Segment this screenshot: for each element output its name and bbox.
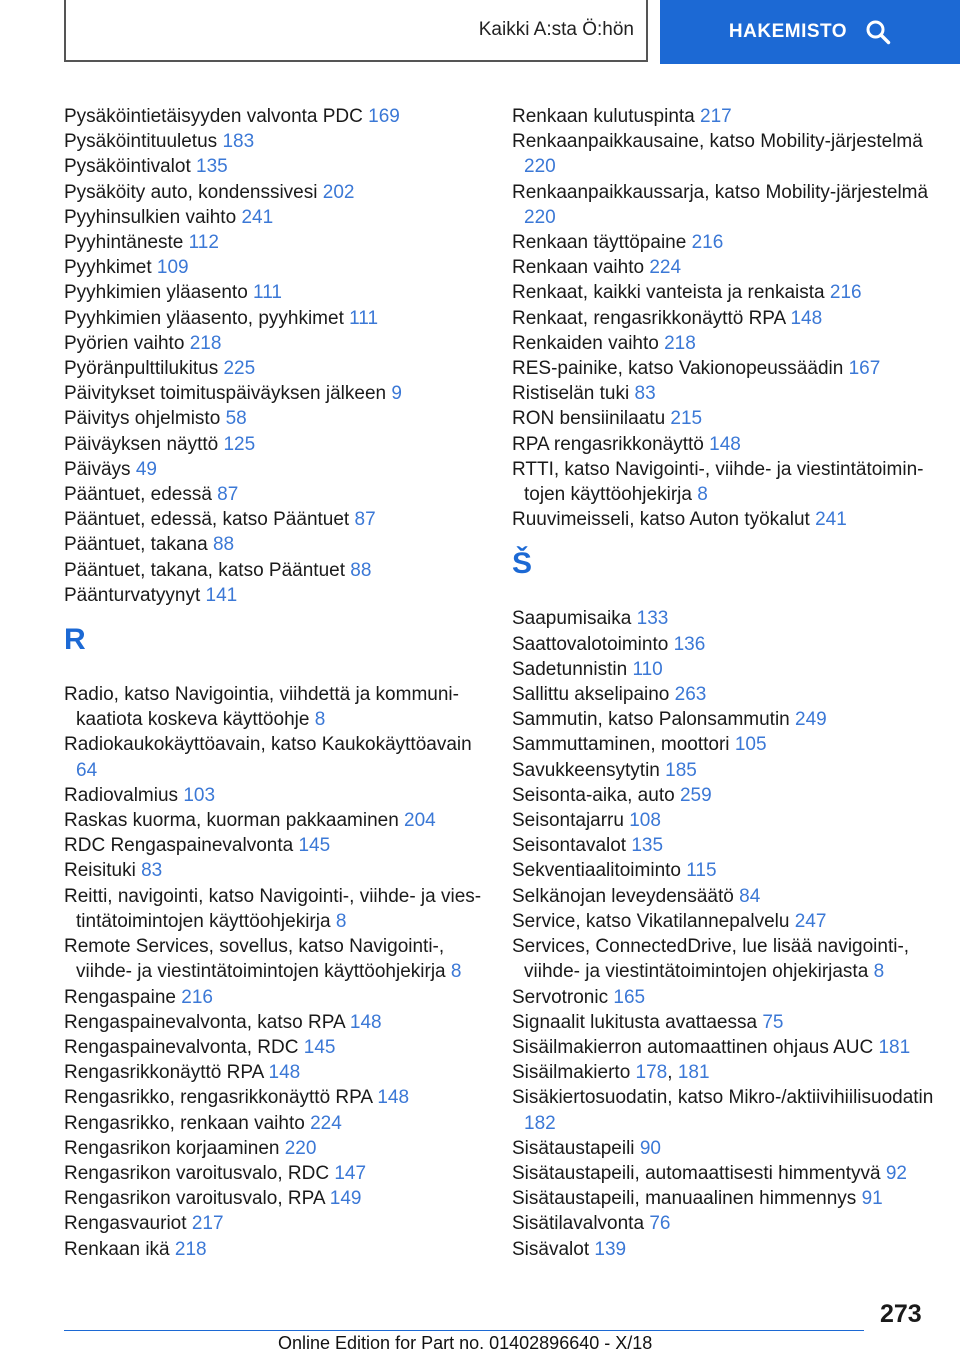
index-entry <box>512 858 942 883</box>
index-entry-term: Rengasrikon varoitusvalo, RPA <box>64 1188 325 1210</box>
page-reference-link[interactable]: 241 <box>815 509 847 531</box>
page-reference-link[interactable]: 8 <box>314 709 326 731</box>
index-entry <box>64 934 484 984</box>
page-reference-link[interactable]: 8 <box>450 961 462 983</box>
index-entry-term: Selkänojan leveydensäätö <box>512 885 734 907</box>
page-reference-link[interactable]: 167 <box>848 358 881 380</box>
index-entry-term: Rengasrikon varoitusvalo, RDC <box>64 1162 330 1184</box>
page-reference-link[interactable]: 75 <box>762 1011 784 1033</box>
index-entry <box>512 657 942 682</box>
page-reference-link[interactable]: 125 <box>223 433 256 455</box>
index-entry <box>512 280 942 305</box>
page-reference-link[interactable]: 225 <box>223 358 256 380</box>
index-entry <box>512 682 942 707</box>
index-entry-term: Radio, katso Navigointia, viihdettä ja kommunikaatiota koskeva käyttöohje <box>64 684 459 731</box>
index-entry <box>64 255 484 280</box>
index-entry <box>512 180 942 230</box>
index-entry-term: Pääntuet, takana <box>64 534 208 556</box>
index-entry <box>64 104 484 129</box>
page-reference-link[interactable]: 241 <box>241 206 274 228</box>
index-entry-term: Pyyhinsulkien vaihto <box>64 206 237 228</box>
index-entry <box>64 205 484 230</box>
page-reference-link[interactable]: 247 <box>794 910 827 932</box>
page-reference-link[interactable]: 103 <box>183 784 216 806</box>
index-entry-term: Reisituki <box>64 860 136 882</box>
index-entry <box>64 432 484 457</box>
page-number: 273 <box>880 1300 922 1328</box>
page-reference-link[interactable]: 218 <box>189 332 222 354</box>
index-entry <box>64 381 484 406</box>
index-entry <box>64 1161 484 1186</box>
page-reference-link[interactable]: 224 <box>310 1112 342 1134</box>
index-entry <box>64 356 484 381</box>
page-reference-link[interactable]: 87 <box>354 509 376 531</box>
page-reference-link[interactable]: 202 <box>322 181 355 203</box>
index-entry <box>64 1085 484 1110</box>
index-entry <box>512 758 942 783</box>
index-entry <box>64 558 484 583</box>
index-entry-term: Servotronic <box>512 986 609 1008</box>
index-entry <box>64 331 484 356</box>
page-reference-link[interactable]: 217 <box>700 106 732 127</box>
index-entry <box>64 482 484 507</box>
index-entry <box>512 230 942 255</box>
page-reference-link[interactable]: 135 <box>196 156 228 178</box>
page-reference-link[interactable]: 112 <box>188 232 219 254</box>
index-entry-term: Pääntuet, edessä, katso Pääntuet <box>64 509 350 531</box>
page-reference-link[interactable]: 145 <box>303 1036 336 1058</box>
tab-a-to-z[interactable] <box>64 0 648 62</box>
page-reference-link[interactable]: 108 <box>629 810 661 832</box>
page-reference-link[interactable]: 9 <box>391 383 402 405</box>
index-entry <box>512 356 942 381</box>
page-reference-link[interactable]: 58 <box>225 408 247 430</box>
page-reference-link[interactable]: 249 <box>795 709 827 731</box>
page-reference-link[interactable]: 178 <box>635 1062 668 1084</box>
index-column-left <box>64 104 484 1262</box>
index-entry-term: Pysäköity auto, kondenssivesi <box>64 181 318 203</box>
tab-a-to-z-label: Kaikki A:sta Ö:hön <box>478 19 634 40</box>
index-entry-term: Rengasrikon korjaaminen <box>64 1137 280 1159</box>
index-entry <box>512 1186 942 1211</box>
index-entry-term: Remote Services, sovellus, katso Navigointi-, viihde- ja viestintätoimintojen käyttöohjekirja <box>64 936 446 983</box>
index-entry-term: Rengasrikko, rengasrikkonäyttö RPA <box>64 1087 373 1109</box>
index-entry <box>64 783 484 808</box>
page-reference-link[interactable]: 83 <box>141 860 163 882</box>
index-entry-term: Sisäilmakierto <box>512 1062 631 1084</box>
page-reference-link[interactable]: 148 <box>709 433 741 455</box>
index-entry <box>512 833 942 858</box>
index-entry-term: Sisätilavalvonta <box>512 1213 645 1235</box>
page-reference-link[interactable]: 263 <box>674 684 707 706</box>
index-entry <box>64 230 484 255</box>
index-entry-term: Ristiselän tuki <box>512 383 630 405</box>
index-entry-term: Renkaat, kaikki vanteista ja renkaista <box>512 282 825 304</box>
index-entry <box>64 1010 484 1035</box>
index-entry-term: Rengaspaine <box>64 986 176 1008</box>
page-reference-link[interactable]: 109 <box>156 257 189 279</box>
page-reference-link[interactable]: 185 <box>665 759 697 781</box>
tab-index[interactable] <box>660 0 960 64</box>
index-entry-term: Sisätaustapeili <box>512 1137 635 1159</box>
index-entry-term: Seisonta-aika, auto <box>512 784 675 806</box>
search-icon <box>865 19 891 45</box>
page-reference-link[interactable]: 136 <box>673 633 706 655</box>
index-entry-term: Sisätaustapeili, manuaalinen himmennys <box>512 1188 857 1210</box>
index-entry-term: Pysäköintietäisyyden valvonta PDC <box>64 106 363 127</box>
index-entry <box>64 154 484 179</box>
index-entry <box>64 457 484 482</box>
page-reference-link[interactable]: 87 <box>217 484 239 506</box>
index-entry <box>64 1136 484 1161</box>
index-entry <box>512 104 942 129</box>
page-header <box>0 0 960 66</box>
entry-group-right-pre <box>512 104 942 532</box>
page-reference-link[interactable]: 148 <box>268 1062 301 1084</box>
index-entry-term: RPA rengasrikkonäyttö <box>512 433 704 455</box>
index-entry <box>512 884 942 909</box>
index-entry-term: Rengaspainevalvonta, RDC <box>64 1036 299 1058</box>
index-entry <box>512 1211 942 1236</box>
entry-group-left-post <box>64 682 484 1262</box>
index-entry <box>512 632 942 657</box>
page-reference-link[interactable]: 145 <box>298 835 331 857</box>
index-entry-term: RTTI, katso Navigointi-, viihde- ja viestintätoimintojen käyttöohjekirja <box>512 458 924 506</box>
index-entry-term: Sisäkiertosuodatin, katso Mikro-/aktiivihiilisuodatin <box>512 1087 934 1109</box>
index-entry-term: Rengasrikko, renkaan vaihto <box>64 1112 305 1134</box>
index-entry-term: Päänturvatyynyt <box>64 584 201 606</box>
index-entry-term: Services, ConnectedDrive, lue lisää navigointi-, viihde- ja viestintätoimintojen ohjekirjasta <box>512 936 910 983</box>
index-entry-term: Seisontavalot <box>512 835 627 857</box>
index-entry-term: Sisäilmakierron automaattinen ohjaus AUC <box>512 1036 874 1058</box>
page-reference-link[interactable]: 133 <box>636 608 669 630</box>
page-reference-link[interactable]: 88 <box>350 559 372 581</box>
index-entry-term: RDC Rengaspainevalvonta <box>64 835 294 857</box>
index-entry <box>512 432 942 457</box>
index-entry <box>512 1010 942 1035</box>
index-entry-term: Renkaan ikä <box>64 1238 170 1260</box>
index-entry-term: Renkaiden vaihto <box>512 332 659 354</box>
page-reference-link[interactable]: 217 <box>191 1213 224 1235</box>
index-entry-term: Pyyhkimien yläasento, pyyhkimet <box>64 307 344 329</box>
index-entry <box>64 406 484 431</box>
index-entry <box>64 682 484 732</box>
page-reference-link[interactable]: 259 <box>679 784 712 806</box>
index-entry-term: Pyyhintäneste <box>64 232 184 254</box>
index-entry <box>64 306 484 331</box>
index-entry <box>64 1237 484 1262</box>
index-entry-term: Sisävalot <box>512 1238 590 1260</box>
index-entry <box>64 280 484 305</box>
index-entry-term: Signaalit lukitusta avattaessa <box>512 1011 758 1033</box>
index-entry-term: Renkaan kulutuspinta <box>512 106 695 127</box>
index-entry <box>64 1111 484 1136</box>
index-entry-term: Pyyhkimien yläasento <box>64 282 248 304</box>
index-entry <box>64 180 484 205</box>
index-entry: Sisäilmakierto 178, 181 <box>512 1062 710 1084</box>
page-reference-link[interactable]: 148 <box>349 1011 382 1033</box>
index-entry-term: Pyöränpulttilukitus <box>64 358 219 380</box>
entry-group-right-post <box>512 606 942 1261</box>
index-entry-term: Seisontajarru <box>512 810 624 832</box>
index-entry-term: Päiväys <box>64 458 131 480</box>
page-reference-link[interactable]: 88 <box>212 534 235 556</box>
index-entry <box>512 909 942 934</box>
index-entry <box>64 129 484 154</box>
index-entry-term: Rengasrikkonäyttö RPA <box>64 1062 264 1084</box>
index-entry-term: Pyörien vaihto <box>64 332 185 354</box>
index-entry-term: Pysäköintituuletus <box>64 131 218 153</box>
index-entry <box>64 1060 484 1085</box>
index-entry <box>512 406 942 431</box>
page-reference-link[interactable]: 220 <box>284 1137 317 1159</box>
page-reference-link[interactable]: 216 <box>181 986 213 1008</box>
page-reference-link[interactable]: 215 <box>670 408 703 430</box>
page-reference-link[interactable]: 49 <box>135 458 157 480</box>
page-reference-link[interactable]: 165 <box>613 986 646 1008</box>
index-entry <box>512 381 942 406</box>
index-entry-term: Päivitykset toimituspäiväyksen jälkeen <box>64 383 387 405</box>
page-reference-link[interactable]: 110 <box>632 658 663 680</box>
index-entry-term: Päivitys ohjelmisto <box>64 408 221 430</box>
index-entry-term: Pääntuet, edessä <box>64 484 212 506</box>
index-entry-term: Renkaat, rengasrikkonäyttö RPA <box>512 307 786 329</box>
page-reference-link[interactable]: 8 <box>335 910 347 932</box>
page-reference-link[interactable]: 83 <box>634 383 656 405</box>
index-entry-term: RON bensiinilaatu <box>512 408 666 430</box>
index-entry-term: Renkaanpaikkausaine, katso Mobility-järjestelmä <box>512 131 923 153</box>
index-entry <box>64 507 484 532</box>
index-entry <box>512 129 942 179</box>
index-entry-term: Päiväyksen näyttö <box>64 433 219 455</box>
page-reference-link[interactable]: 216 <box>829 282 862 304</box>
page-reference-link[interactable]: 105 <box>734 734 767 756</box>
index-entry <box>64 833 484 858</box>
page-reference-link[interactable]: 111 <box>253 282 282 304</box>
page-reference-link[interactable]: 92 <box>885 1162 907 1184</box>
index-entry <box>512 1161 942 1186</box>
page-reference-link[interactable]: 147 <box>334 1162 367 1184</box>
index-entry <box>64 1186 484 1211</box>
index-entry <box>512 457 942 507</box>
index-entry <box>512 934 942 984</box>
index-entry-term: Renkaan täyttöpaine <box>512 232 687 254</box>
page-reference-link[interactable]: 141 <box>205 584 238 606</box>
index-entry <box>512 507 942 532</box>
index-entry-term: Radiokaukokäyttöavain, katso Kaukokäyttöavain <box>64 734 472 756</box>
index-entry <box>64 858 484 883</box>
page-reference-link[interactable]: 169 <box>368 106 400 127</box>
index-entry <box>512 255 942 280</box>
index-entry <box>64 985 484 1010</box>
index-entry-term: Ruuvimeisseli, katso Auton työkalut <box>512 509 810 531</box>
page-reference-link[interactable]: 135 <box>631 835 664 857</box>
index-entry <box>64 1035 484 1060</box>
index-entry <box>64 1211 484 1236</box>
index-entry-term: Saapumisaika <box>512 608 632 630</box>
index-entry-term: Rengasvauriot <box>64 1213 187 1235</box>
footer-rule <box>64 1330 864 1331</box>
page-reference-link[interactable]: 111 <box>349 307 379 329</box>
page-reference-link[interactable]: 220 <box>524 156 556 178</box>
index-entry-term: Pyyhkimet <box>64 257 152 279</box>
index-entry-term: Sallittu akselipaino <box>512 684 670 706</box>
index-entry-term: Renkaanpaikkaussarja, katso Mobility-järjestelmä <box>512 181 929 203</box>
index-entry-term: Service, katso Vikatilannepalvelu <box>512 910 790 932</box>
page-reference-link[interactable]: 64 <box>76 759 98 781</box>
page-reference-link[interactable]: 204 <box>404 810 436 832</box>
index-entry <box>512 985 942 1010</box>
index-entry <box>512 306 942 331</box>
index-entry-term: Reitti, navigointi, katso Navigointi-, viihde- ja viestintätoimintojen käyttöohjekirja <box>64 885 482 932</box>
index-entry <box>64 808 484 833</box>
index-entry-term: Rengaspainevalvonta, katso RPA <box>64 1011 345 1033</box>
page-reference-link[interactable]: 220 <box>524 206 556 228</box>
index-entry-term: Saattovalotoiminto <box>512 633 669 655</box>
index-entry-term: Pääntuet, takana, katso Pääntuet <box>64 559 345 581</box>
page-reference-link[interactable]: 90 <box>639 1137 661 1159</box>
index-entry <box>512 808 942 833</box>
index-entry <box>64 532 484 557</box>
page-reference-link[interactable]: 139 <box>594 1238 627 1260</box>
index-entry <box>512 1136 942 1161</box>
page-reference-link[interactable]: 182 <box>524 1112 556 1134</box>
page-reference-link[interactable]: 84 <box>739 885 761 907</box>
footer-edition-text: Online Edition for Part no. 01402896640 - X/18 <box>278 1333 653 1353</box>
index-entry-term: Savukkeensytytin <box>512 759 660 781</box>
index-entry <box>512 1085 942 1135</box>
index-entry-term: Sadetunnistin <box>512 658 628 680</box>
index-entry-term: Sisätaustapeili, automaattisesti himmentyvä <box>512 1162 881 1184</box>
index-entry <box>512 331 942 356</box>
section-letter-s-caron: Š <box>512 547 533 581</box>
tab-index-label: HAKEMISTO <box>728 21 848 42</box>
entry-group-left-pre <box>64 104 484 608</box>
index-column-right <box>512 104 942 1262</box>
index-entry <box>64 732 484 782</box>
page-reference-link[interactable]: 76 <box>649 1213 671 1235</box>
section-letter-r: R <box>64 623 86 657</box>
page-reference-link[interactable]: 216 <box>691 232 724 254</box>
index-entry-term: RES-painike, katso Vakionopeussäädin <box>512 358 844 380</box>
index-entry-term: Pysäköintivalot <box>64 156 191 178</box>
index-entry <box>512 707 942 732</box>
page-reference-link[interactable]: 181 <box>677 1062 710 1084</box>
page-reference-link[interactable]: 218 <box>174 1238 207 1260</box>
index-entry <box>512 606 942 631</box>
page-reference-link[interactable]: 8 <box>873 961 885 983</box>
index-entry-term: Sekventiaalitoiminto <box>512 860 681 882</box>
page-reference-link[interactable]: 149 <box>329 1188 362 1210</box>
page-reference-link[interactable]: 8 <box>697 484 708 506</box>
index-entry-term: Raskas kuorma, kuorman pakkaaminen <box>64 810 399 832</box>
page-reference-link[interactable]: 115 <box>686 860 717 882</box>
index-entry-term: Renkaan vaihto <box>512 257 645 279</box>
page-reference-link[interactable]: 224 <box>649 257 682 279</box>
index-entry <box>64 884 484 934</box>
index-entry <box>512 783 942 808</box>
page-reference-link[interactable]: 148 <box>790 307 823 329</box>
index-entry <box>512 1035 942 1060</box>
page-reference-link[interactable]: 218 <box>664 332 696 354</box>
index-entry-term: Sammuttaminen, moottori <box>512 734 730 756</box>
index-entry-term: Sammutin, katso Palonsammutin <box>512 709 790 731</box>
page-reference-link[interactable]: 183 <box>222 131 255 153</box>
index-entry <box>512 732 942 757</box>
page-reference-link[interactable]: 181 <box>878 1036 911 1058</box>
page-reference-link[interactable]: 148 <box>377 1087 410 1109</box>
index-entry-term: Radiovalmius <box>64 784 179 806</box>
index-entry <box>64 583 484 608</box>
index-entry <box>512 1237 942 1262</box>
page-reference-link[interactable]: 91 <box>861 1188 883 1210</box>
